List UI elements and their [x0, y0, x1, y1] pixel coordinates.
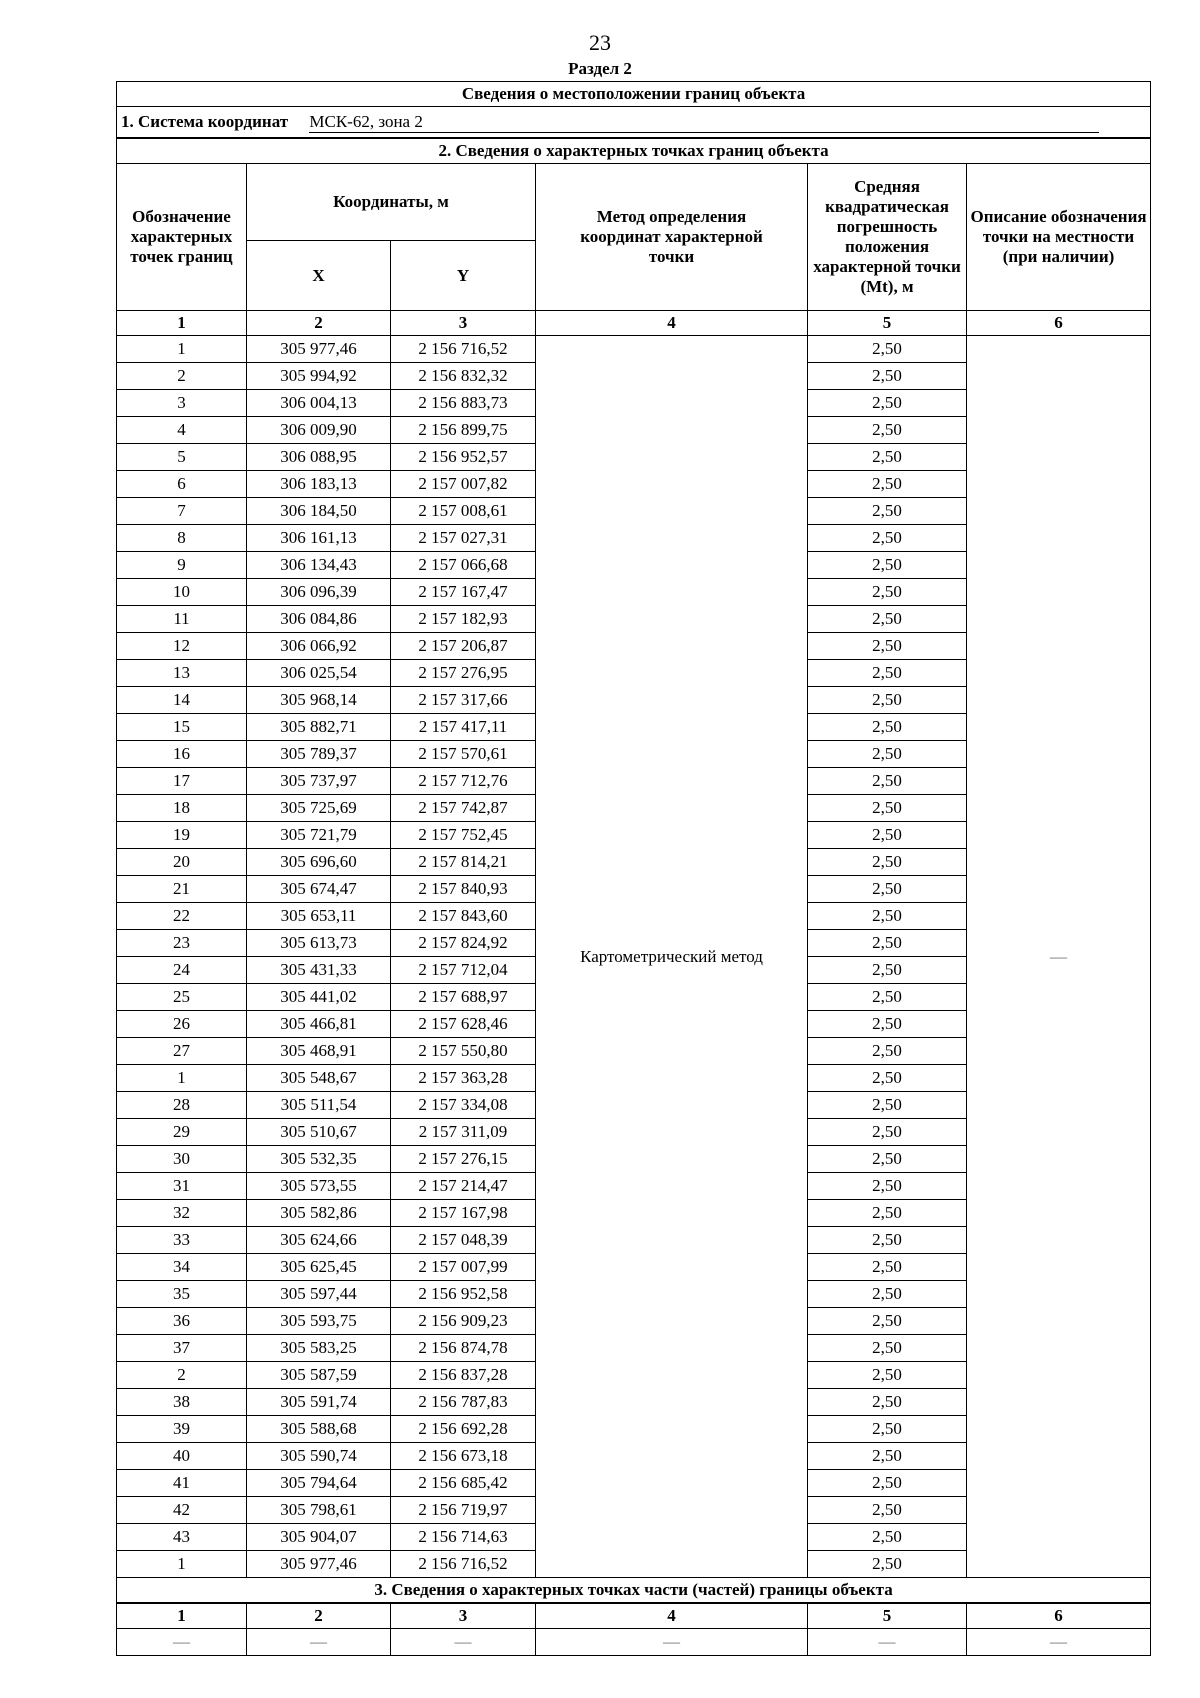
point-id-cell: 26	[117, 1011, 247, 1038]
point-id-cell: 22	[117, 903, 247, 930]
header-method: Метод определения координат характерной точки	[536, 164, 808, 311]
point-id-cell: 40	[117, 1443, 247, 1470]
point-id-cell: 29	[117, 1119, 247, 1146]
accuracy-cell: 2,50	[808, 633, 967, 660]
y-coordinate-cell: 2 157 628,46	[391, 1011, 536, 1038]
boundary-document	[116, 81, 1150, 1656]
point-id-cell: 5	[117, 444, 247, 471]
col-number: 2	[247, 311, 391, 336]
y-coordinate-cell: 2 156 692,28	[391, 1416, 536, 1443]
accuracy-cell: 2,50	[808, 498, 967, 525]
y-coordinate-cell: 2 157 363,28	[391, 1065, 536, 1092]
y-coordinate-cell: 2 157 752,45	[391, 822, 536, 849]
point-id-cell: 43	[117, 1524, 247, 1551]
x-coordinate-cell: 305 548,67	[247, 1065, 391, 1092]
accuracy-cell: 2,50	[808, 1038, 967, 1065]
y-coordinate-cell: 2 157 550,80	[391, 1038, 536, 1065]
accuracy-cell: 2,50	[808, 741, 967, 768]
parts-cell: —	[536, 1629, 808, 1656]
header-accuracy: Средняя квадратическая погрешность положения характерной точки (Mt), м	[808, 164, 967, 311]
section-title: Раздел 2	[568, 59, 632, 78]
accuracy-cell: 2,50	[808, 849, 967, 876]
accuracy-cell: 2,50	[808, 1119, 967, 1146]
parts-cell: —	[808, 1629, 967, 1656]
accuracy-cell: 2,50	[808, 1092, 967, 1119]
point-id-cell: 1	[117, 1065, 247, 1092]
point-id-cell: 21	[117, 876, 247, 903]
x-coordinate-cell: 305 696,60	[247, 849, 391, 876]
x-coordinate-cell: 306 161,13	[247, 525, 391, 552]
point-id-cell: 33	[117, 1227, 247, 1254]
x-coordinate-cell: 305 613,73	[247, 930, 391, 957]
header-x: X	[247, 241, 391, 311]
accuracy-cell: 2,50	[808, 1524, 967, 1551]
x-coordinate-cell: 305 441,02	[247, 984, 391, 1011]
accuracy-cell: 2,50	[808, 1416, 967, 1443]
accuracy-cell: 2,50	[808, 1362, 967, 1389]
point-id-cell: 1	[117, 1551, 247, 1578]
accuracy-cell: 2,50	[808, 1335, 967, 1362]
y-coordinate-cell: 2 157 311,09	[391, 1119, 536, 1146]
parts-title: 3. Сведения о характерных точках части (частей) границы объекта	[117, 1578, 1151, 1604]
x-coordinate-cell: 305 510,67	[247, 1119, 391, 1146]
y-coordinate-cell: 2 157 688,97	[391, 984, 536, 1011]
point-id-cell: 8	[117, 525, 247, 552]
x-coordinate-cell: 305 798,61	[247, 1497, 391, 1524]
point-id-cell: 23	[117, 930, 247, 957]
accuracy-cell: 2,50	[808, 903, 967, 930]
point-id-cell: 13	[117, 660, 247, 687]
y-coordinate-cell: 2 157 048,39	[391, 1227, 536, 1254]
x-coordinate-cell: 305 593,75	[247, 1308, 391, 1335]
x-coordinate-cell: 305 625,45	[247, 1254, 391, 1281]
point-id-cell: 39	[117, 1416, 247, 1443]
x-coordinate-cell: 305 721,79	[247, 822, 391, 849]
table-title: Сведения о местоположении границ объекта	[117, 82, 1151, 107]
y-coordinate-cell: 2 157 417,11	[391, 714, 536, 741]
accuracy-cell: 2,50	[808, 768, 967, 795]
accuracy-cell: 2,50	[808, 1281, 967, 1308]
point-id-cell: 12	[117, 633, 247, 660]
accuracy-cell: 2,50	[808, 1389, 967, 1416]
y-coordinate-cell: 2 157 007,82	[391, 471, 536, 498]
x-coordinate-cell: 305 624,66	[247, 1227, 391, 1254]
accuracy-cell: 2,50	[808, 390, 967, 417]
x-coordinate-cell: 305 582,86	[247, 1200, 391, 1227]
table-row	[117, 336, 1151, 363]
accuracy-cell: 2,50	[808, 336, 967, 363]
x-coordinate-cell: 305 789,37	[247, 741, 391, 768]
y-coordinate-cell: 2 156 899,75	[391, 417, 536, 444]
header-y: Y	[391, 241, 536, 311]
y-coordinate-cell: 2 157 008,61	[391, 498, 536, 525]
col-number: 3	[391, 311, 536, 336]
col-number: 3	[391, 1603, 536, 1629]
header-coordinates: Координаты, м	[247, 164, 536, 241]
y-coordinate-cell: 2 156 874,78	[391, 1335, 536, 1362]
point-id-cell: 28	[117, 1092, 247, 1119]
y-coordinate-cell: 2 157 840,93	[391, 876, 536, 903]
coord-system-value: МСК-62, зона 2	[309, 112, 1099, 133]
parts-cell: —	[247, 1629, 391, 1656]
x-coordinate-cell: 305 653,11	[247, 903, 391, 930]
accuracy-cell: 2,50	[808, 444, 967, 471]
accuracy-cell: 2,50	[808, 822, 967, 849]
col-number: 6	[967, 1603, 1151, 1629]
accuracy-cell: 2,50	[808, 1227, 967, 1254]
x-coordinate-cell: 305 725,69	[247, 795, 391, 822]
col-number: 1	[117, 311, 247, 336]
accuracy-cell: 2,50	[808, 606, 967, 633]
coord-system-label: 1. Система координат	[121, 111, 289, 131]
y-coordinate-cell: 2 157 066,68	[391, 552, 536, 579]
accuracy-cell: 2,50	[808, 1443, 967, 1470]
x-coordinate-cell: 305 977,46	[247, 1551, 391, 1578]
col-number: 5	[808, 1603, 967, 1629]
point-id-cell: 37	[117, 1335, 247, 1362]
points-rows	[117, 336, 1151, 1578]
x-coordinate-cell: 305 573,55	[247, 1173, 391, 1200]
col-number: 2	[247, 1603, 391, 1629]
x-coordinate-cell: 305 674,47	[247, 876, 391, 903]
point-id-cell: 15	[117, 714, 247, 741]
point-id-cell: 17	[117, 768, 247, 795]
point-id-cell: 2	[117, 1362, 247, 1389]
point-id-cell: 25	[117, 984, 247, 1011]
y-coordinate-cell: 2 157 334,08	[391, 1092, 536, 1119]
col-number: 5	[808, 311, 967, 336]
col-number: 6	[967, 311, 1151, 336]
y-coordinate-cell: 2 157 712,76	[391, 768, 536, 795]
y-coordinate-cell: 2 156 909,23	[391, 1308, 536, 1335]
y-coordinate-cell: 2 157 167,98	[391, 1200, 536, 1227]
point-id-cell: 24	[117, 957, 247, 984]
accuracy-cell: 2,50	[808, 714, 967, 741]
x-coordinate-cell: 305 737,97	[247, 768, 391, 795]
y-coordinate-cell: 2 156 673,18	[391, 1443, 536, 1470]
y-coordinate-cell: 2 157 317,66	[391, 687, 536, 714]
x-coordinate-cell: 306 084,86	[247, 606, 391, 633]
y-coordinate-cell: 2 157 712,04	[391, 957, 536, 984]
point-id-cell: 30	[117, 1146, 247, 1173]
y-coordinate-cell: 2 157 276,15	[391, 1146, 536, 1173]
y-coordinate-cell: 2 157 206,87	[391, 633, 536, 660]
parts-cell: —	[391, 1629, 536, 1656]
accuracy-cell: 2,50	[808, 1173, 967, 1200]
accuracy-cell: 2,50	[808, 1065, 967, 1092]
col-number: 4	[536, 1603, 808, 1629]
accuracy-cell: 2,50	[808, 1200, 967, 1227]
x-coordinate-cell: 305 511,54	[247, 1092, 391, 1119]
x-coordinate-cell: 306 066,92	[247, 633, 391, 660]
y-coordinate-cell: 2 157 027,31	[391, 525, 536, 552]
y-coordinate-cell: 2 156 685,42	[391, 1470, 536, 1497]
point-id-cell: 14	[117, 687, 247, 714]
accuracy-cell: 2,50	[808, 579, 967, 606]
accuracy-cell: 2,50	[808, 795, 967, 822]
accuracy-cell: 2,50	[808, 1470, 967, 1497]
point-id-cell: 38	[117, 1389, 247, 1416]
accuracy-cell: 2,50	[808, 957, 967, 984]
y-coordinate-cell: 2 157 742,87	[391, 795, 536, 822]
accuracy-cell: 2,50	[808, 1308, 967, 1335]
boundary-table	[116, 81, 1151, 1656]
y-coordinate-cell: 2 156 837,28	[391, 1362, 536, 1389]
accuracy-cell: 2,50	[808, 525, 967, 552]
y-coordinate-cell: 2 156 952,57	[391, 444, 536, 471]
x-coordinate-cell: 306 183,13	[247, 471, 391, 498]
page-number: 23	[589, 30, 611, 55]
y-coordinate-cell: 2 156 719,97	[391, 1497, 536, 1524]
x-coordinate-cell: 305 431,33	[247, 957, 391, 984]
point-id-cell: 11	[117, 606, 247, 633]
point-id-cell: 4	[117, 417, 247, 444]
point-id-cell: 41	[117, 1470, 247, 1497]
y-coordinate-cell: 2 157 570,61	[391, 741, 536, 768]
x-coordinate-cell: 306 004,13	[247, 390, 391, 417]
point-id-cell: 2	[117, 363, 247, 390]
point-id-cell: 27	[117, 1038, 247, 1065]
accuracy-cell: 2,50	[808, 1497, 967, 1524]
point-id-cell: 3	[117, 390, 247, 417]
point-id-cell: 36	[117, 1308, 247, 1335]
accuracy-cell: 2,50	[808, 363, 967, 390]
y-coordinate-cell: 2 156 716,52	[391, 1551, 536, 1578]
y-coordinate-cell: 2 157 843,60	[391, 903, 536, 930]
x-coordinate-cell: 305 591,74	[247, 1389, 391, 1416]
accuracy-cell: 2,50	[808, 984, 967, 1011]
points-title: 2. Сведения о характерных точках границ объекта	[117, 138, 1151, 164]
x-coordinate-cell: 306 025,54	[247, 660, 391, 687]
point-id-cell: 32	[117, 1200, 247, 1227]
y-coordinate-cell: 2 157 182,93	[391, 606, 536, 633]
y-coordinate-cell: 2 157 167,47	[391, 579, 536, 606]
y-coordinate-cell: 2 156 832,32	[391, 363, 536, 390]
accuracy-cell: 2,50	[808, 417, 967, 444]
x-coordinate-cell: 305 590,74	[247, 1443, 391, 1470]
y-coordinate-cell: 2 156 714,63	[391, 1524, 536, 1551]
x-coordinate-cell: 306 184,50	[247, 498, 391, 525]
accuracy-cell: 2,50	[808, 1254, 967, 1281]
col-number: 4	[536, 311, 808, 336]
point-id-cell: 42	[117, 1497, 247, 1524]
x-coordinate-cell: 305 904,07	[247, 1524, 391, 1551]
accuracy-cell: 2,50	[808, 1011, 967, 1038]
x-coordinate-cell: 306 096,39	[247, 579, 391, 606]
y-coordinate-cell: 2 157 276,95	[391, 660, 536, 687]
y-coordinate-cell: 2 157 214,47	[391, 1173, 536, 1200]
point-id-cell: 34	[117, 1254, 247, 1281]
x-coordinate-cell: 305 882,71	[247, 714, 391, 741]
y-coordinate-cell: 2 157 824,92	[391, 930, 536, 957]
point-id-cell: 20	[117, 849, 247, 876]
point-id-cell: 16	[117, 741, 247, 768]
x-coordinate-cell: 305 588,68	[247, 1416, 391, 1443]
header-description: Описание обозначения точки на местности (при наличии)	[967, 164, 1151, 311]
x-coordinate-cell: 305 468,91	[247, 1038, 391, 1065]
point-id-cell: 7	[117, 498, 247, 525]
point-id-cell: 18	[117, 795, 247, 822]
coord-system-row	[117, 107, 1151, 139]
x-coordinate-cell: 305 968,14	[247, 687, 391, 714]
parts-cell: —	[967, 1629, 1151, 1656]
x-coordinate-cell: 305 977,46	[247, 336, 391, 363]
point-id-cell: 31	[117, 1173, 247, 1200]
x-coordinate-cell: 306 088,95	[247, 444, 391, 471]
x-coordinate-cell: 305 583,25	[247, 1335, 391, 1362]
point-id-cell: 19	[117, 822, 247, 849]
y-coordinate-cell: 2 156 952,58	[391, 1281, 536, 1308]
y-coordinate-cell: 2 157 007,99	[391, 1254, 536, 1281]
accuracy-cell: 2,50	[808, 552, 967, 579]
x-coordinate-cell: 305 532,35	[247, 1146, 391, 1173]
header-point-designation: Обозначение характерных точек границ	[117, 164, 247, 311]
accuracy-cell: 2,50	[808, 687, 967, 714]
point-id-cell: 10	[117, 579, 247, 606]
accuracy-cell: 2,50	[808, 1146, 967, 1173]
y-coordinate-cell: 2 157 814,21	[391, 849, 536, 876]
x-coordinate-cell: 305 466,81	[247, 1011, 391, 1038]
accuracy-cell: 2,50	[808, 471, 967, 498]
point-id-cell: 35	[117, 1281, 247, 1308]
y-coordinate-cell: 2 156 716,52	[391, 336, 536, 363]
point-id-cell: 6	[117, 471, 247, 498]
accuracy-cell: 2,50	[808, 660, 967, 687]
description-cell: —	[967, 336, 1151, 1578]
x-coordinate-cell: 306 134,43	[247, 552, 391, 579]
accuracy-cell: 2,50	[808, 876, 967, 903]
x-coordinate-cell: 305 587,59	[247, 1362, 391, 1389]
col-number: 1	[117, 1603, 247, 1629]
x-coordinate-cell: 305 994,92	[247, 363, 391, 390]
accuracy-cell: 2,50	[808, 930, 967, 957]
x-coordinate-cell: 305 597,44	[247, 1281, 391, 1308]
y-coordinate-cell: 2 156 883,73	[391, 390, 536, 417]
parts-cell: —	[117, 1629, 247, 1656]
x-coordinate-cell: 305 794,64	[247, 1470, 391, 1497]
point-id-cell: 1	[117, 336, 247, 363]
method-cell: Картометрический метод	[536, 336, 808, 1578]
accuracy-cell: 2,50	[808, 1551, 967, 1578]
y-coordinate-cell: 2 156 787,83	[391, 1389, 536, 1416]
point-id-cell: 9	[117, 552, 247, 579]
x-coordinate-cell: 306 009,90	[247, 417, 391, 444]
